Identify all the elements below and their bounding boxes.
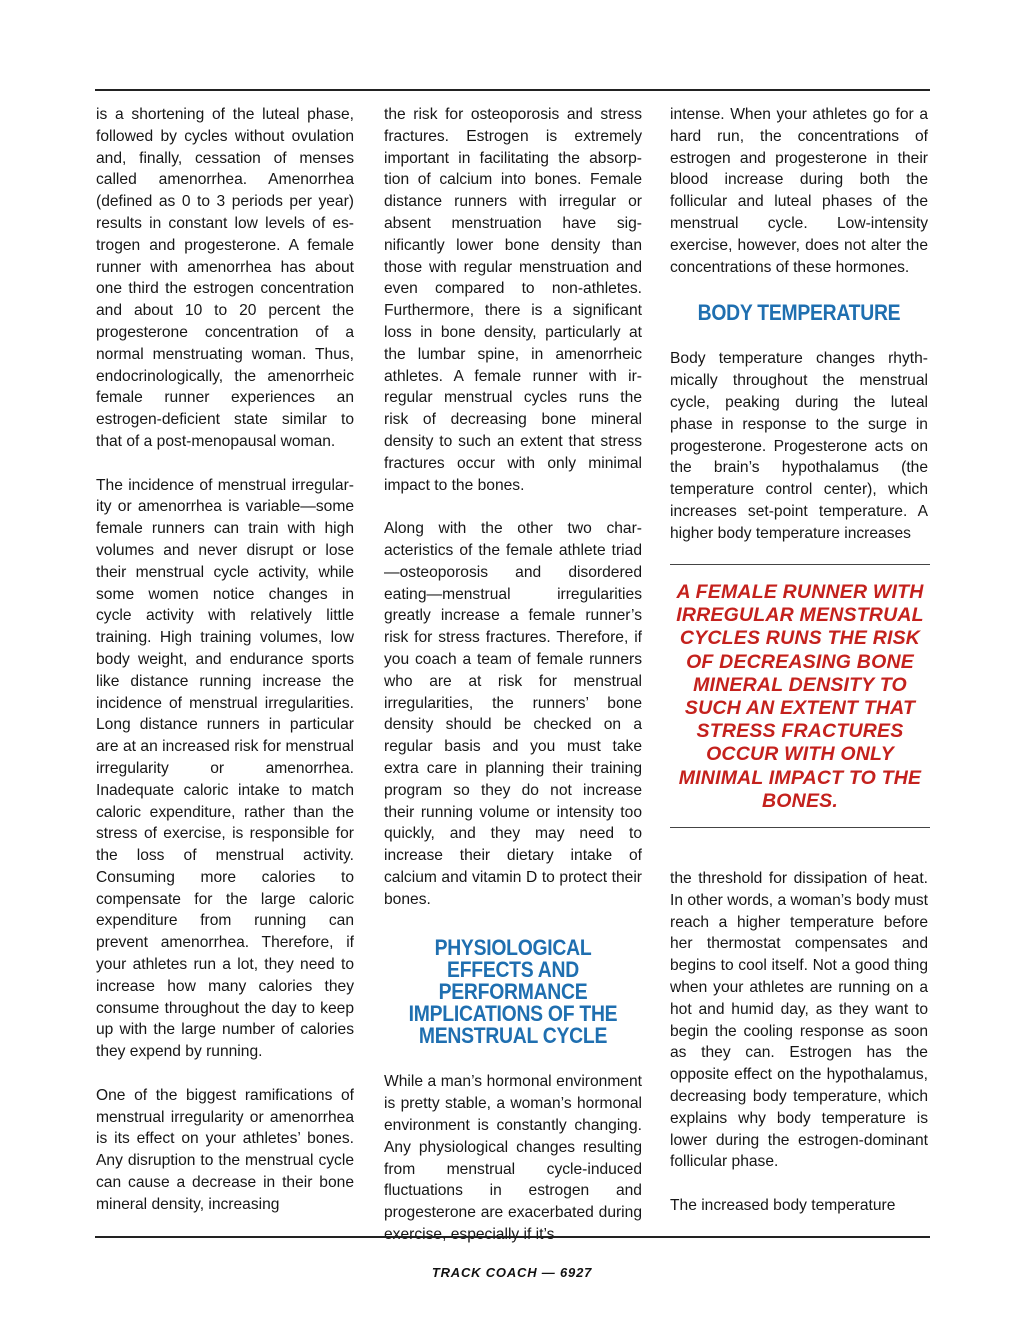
column-1-paragraph-3: One of the biggest ramifications of menstrual irregularity or amenorrhea is its effect on your athletes’ bones. Any disruption to the menstrual cycle can cause a decrease in their bone mineral density, increasing [96,1086,354,1213]
bottom-rule [95,1236,930,1238]
column-1 [96,104,354,1216]
pull-quote [670,564,930,828]
column-1-paragraph-2: The incidence of menstrual irregularity or amenorrhea is variable—some female runners can train with high volumes and never disrupt or lose their menstrual cycle activity, while some women notice changes in cycle activity with relatively little training. High training volumes, low body weight, and endurance sports like distance running increase the incidence of menstrual irregularities. Long distance runners in particular are at an increased risk for menstrual irregularity or amenorrhea. Inadequate caloric intake to match caloric expenditure, rather than the stress of exercise, is responsible for the loss of menstrual activity. Consuming more calories to compensate for the large caloric expenditure from running can prevent amenorrhea. Therefore, if your athletes run a lot, they need to increase how many calories they consume throughout the day to keep up with the large number of calories they expend by running. [96,476,354,1061]
column-3-paragraph-3: the threshold for dissipation of heat. In other words, a woman’s body must reach a higher temperature before her thermostat compensates and begins to cool itself. Not a good thing when your athletes are running on a hot and humid day, as they want to begin the cooling response as soon as they can. Estrogen has the opposite effect on the hypothalamus, decreasing body temperature, which explains why body temperature is lower during the estrogen-dominant follicular phase. [670,870,928,1171]
column-3-top [670,104,928,545]
column-2 [384,104,642,1246]
section-heading-physiological-effects: PHYSIOLOGICAL EFFECTS AND PERFORMANCE IMPLICATIONS OF THE MENSTRUAL CYCLE [408,935,618,1049]
pull-quote-text: A FEMALE RUNNER WITH IRREGULAR MENSTRUAL CYCLES RUNS THE RISK OF DECREASING BONE MINERAL DENSITY TO SUCH AN EXTENT THAT STRESS FRACTURES OCCUR WITH ONLY MINIMAL IMPACT TO THE BONES. [676,581,924,812]
top-rule [95,89,930,91]
column-3-paragraph-2: Body temperature changes rhythmically throughout the menstrual cycle, peaking during the luteal phase in response to the surge in progesterone. Progesterone acts on the brain’s hypothalamus (the temperature control center), which increases set-point temperature. A higher body temperature increases [670,350,928,542]
column-3-paragraph-4: The increased body temperature [670,1196,896,1214]
column-2-paragraph-2: Along with the other two characteristics of the female athlete triad—osteoporosis and disordered eating—menstrual irregularities greatly increase a female runner’s risk for stress fractures. Therefore, if you coach a team of female runners who are at risk for menstrual irregularities, the runners’ bone density should be checked on a regular basis and you must take extra care in planning their training program so they do not increase their running volume or intensity too quickly, and they may need to increase their dietary intake of calcium and vitamin D to protect their bones. [384,520,642,908]
column-1-paragraph-1: is a shortening of the luteal phase, followed by cycles without ovulation and, finally, cessation of menses called amenorrhea. Amenorrhea (defined as 0 to 3 periods per year) results in constant low levels of estrogen and progesterone. A female runner with amenorrhea has about one third the estrogen concentration and about 10 to 20 percent the progesterone concentration of a normal menstruating woman. Thus, endocrinologically, the amenorrheic female runner experiences an estrogen-deficient state similar to that of a post-menopausal woman. [96,106,354,450]
column-2-paragraph-3: While a man’s hormonal environment is pretty stable, a woman’s hormonal environment is constantly changing. Any physiological changes resulting from menstrual cycle-induced fluctuations in estrogen and progesterone are exacerbated during exercise, especially if it’s [384,1073,642,1244]
page-footer: TRACK COACH — 6927 [431,1265,593,1280]
column-3-bottom [670,868,928,1217]
column-3-paragraph-1: intense. When your athletes go for a hard run, the concentrations of estrogen and progesterone in their blood increase during both the follicular and luteal phases of the menstrual cycle. Low-intensity exercise, however, does not alter the concentrations of these hormones. [670,106,928,276]
section-heading-body-temperature: BODY TEMPERATURE [697,300,901,326]
column-2-paragraph-1: the risk for osteoporosis and stress fractures. Estrogen is extremely important in facilitating the absorption of calcium into bones. Female distance runners with irregular or absent menstruation have significantly lower bone density than those with regular menstruation and even compared to non-athletes. Furthermore, there is a significant loss in bone density, particularly at the lumbar spine, in amenorrheic athletes. A female runner with irregular menstrual cycles runs the risk of decreasing bone mineral density to such an extent that stress fractures occur with only minimal impact to the bones. [384,106,642,494]
